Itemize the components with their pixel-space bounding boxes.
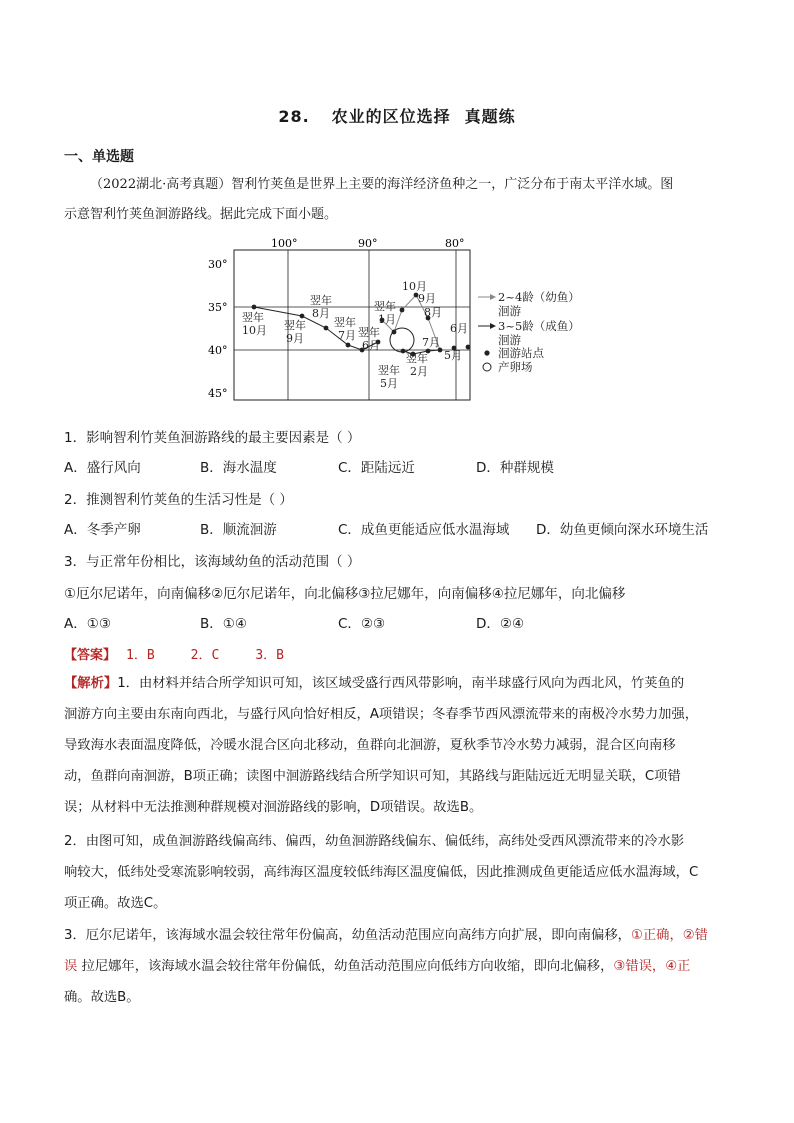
question-2-stem: 2．推测智利竹荚鱼的生活习性是（ ） — [64, 492, 293, 508]
month-label: 翌年 — [374, 300, 396, 313]
lat-label-40: 40° — [208, 344, 228, 357]
analysis-2 — [64, 826, 740, 919]
month-label: 翌年 — [358, 326, 380, 339]
option[interactable]: C．②③ — [338, 616, 386, 632]
month-label: 5月 — [380, 377, 398, 390]
title-main: 农业的区位选择 — [331, 107, 451, 126]
map-legend — [478, 290, 580, 374]
month-label: 翌年 — [310, 294, 332, 307]
month-label: 9月 — [286, 332, 304, 345]
question-3-stem: 3．与正常年份相比，该海域幼鱼的活动范围（ ） — [64, 554, 361, 570]
answer-item: 3．B — [255, 648, 284, 663]
analysis-3 — [64, 920, 740, 1013]
month-label: 10月 — [242, 324, 267, 337]
answer-item: 1．B — [126, 648, 155, 663]
month-label: 2月 — [410, 365, 428, 378]
lon-label-90: 90° — [358, 237, 378, 250]
option[interactable]: C．距陆远近 — [338, 460, 415, 476]
analysis-line: 响较大，低纬处受寒流影响较弱，高纬海区温度较低纬海区温度偏低，因此推测成鱼更能适应低水温海域，C — [64, 865, 699, 880]
option[interactable]: D．幼鱼更倾向深水环境生活 — [536, 522, 709, 538]
question-1-stem: 1．影响智利竹荚鱼洄游路线的最主要因素是（ ） — [64, 430, 361, 446]
option[interactable]: D．②④ — [476, 616, 525, 632]
month-label: 翌年 — [406, 352, 428, 365]
question-1-options — [64, 456, 554, 476]
answer-tag: 【答案】 — [64, 648, 117, 663]
legend-station: 洄游站点 — [498, 346, 544, 360]
legend-spawn: 产卵场 — [498, 360, 533, 374]
migration-map — [206, 236, 596, 408]
section-heading: 一、单选题 — [64, 149, 134, 165]
month-label: 5月 — [444, 349, 462, 362]
option[interactable]: B．海水温度 — [200, 460, 277, 476]
lon-label-80: 80° — [445, 237, 465, 250]
material-line-1: （2022湖北·高考真题）智利竹荚鱼是世界上主要的海洋经济鱼种之一，广泛分布于南太平洋水域。图 — [90, 177, 674, 192]
option[interactable]: A．①③ — [64, 616, 111, 632]
option[interactable]: B．①④ — [200, 616, 247, 632]
month-label: 9月 — [418, 292, 436, 305]
analysis-line: 动，鱼群向南洄游，B项正确；读图中洄游路线结合所学知识可知，其路线与距陆远近无明显关联，C项错 — [64, 769, 681, 784]
option[interactable]: A．冬季产卵 — [64, 522, 141, 538]
option[interactable]: D．种群规模 — [476, 460, 554, 476]
page-title — [0, 104, 794, 127]
month-label: 翌年 — [242, 311, 264, 324]
legend-juvenile-2: 洄游 — [498, 304, 521, 318]
title-number: 28. — [278, 107, 310, 126]
question-3-statements: ①厄尔尼诺年，向南偏移②厄尔尼诺年，向北偏移③拉尼娜年，向南偏移④拉尼娜年，向北偏移 — [64, 586, 626, 602]
analysis-text: 拉尼娜年，该海域水温会较往常年份偏低，幼鱼活动范围应向低纬方向收缩，即向北偏移， — [77, 959, 614, 974]
answer-item: 2．C — [190, 648, 220, 663]
option[interactable]: A．盛行风向 — [64, 460, 141, 476]
analysis-text: 确。故选B。 — [64, 990, 140, 1005]
analysis-line: 洄游方向主要由东南向西北，与盛行风向恰好相反，A项错误；冬春季节西风漂流带来的南极冷水势力加强， — [64, 707, 699, 722]
legend-adult-2: 洄游 — [498, 333, 521, 347]
month-label: 8月 — [312, 307, 330, 320]
analysis-1 — [64, 668, 740, 823]
material-text — [64, 170, 734, 230]
lat-label-30: 30° — [208, 258, 228, 271]
title-sub: 真题练 — [464, 107, 516, 126]
material-line-2: 示意智利竹荚鱼洄游路线。据此完成下面小题。 — [64, 207, 338, 222]
month-label: 6月 — [450, 322, 468, 335]
month-label: 翌年 — [378, 364, 400, 377]
legend-juvenile: 2~4龄（幼鱼） — [498, 290, 580, 304]
answer-line — [64, 644, 310, 663]
month-label: 10月 — [402, 280, 427, 293]
analysis-line: 项正确。故选C。 — [64, 896, 167, 911]
month-label: 翌年 — [284, 319, 306, 332]
analysis-line: 1．由材料并结合所学知识可知，该区域受盛行西风带影响，南半球盛行风向为西北风，竹荚鱼的 — [117, 676, 685, 691]
option[interactable]: C．成鱼更能适应低水温海域 — [338, 522, 510, 538]
question-3-options — [64, 612, 524, 632]
option[interactable]: B．顺流洄游 — [200, 522, 277, 538]
month-label: 翌年 — [334, 316, 356, 329]
analysis-text-highlight: ①正确，②错 — [630, 928, 708, 943]
month-label: 6月 — [362, 339, 380, 352]
analysis-line: 误；从材料中无法推测种群规模对洄游路线的影响，D项错误。故选B。 — [64, 800, 483, 815]
analysis-line: 2．由图可知，成鱼洄游路线偏高纬、偏西，幼鱼洄游路线偏东、偏低纬，高纬处受西风漂流带来的冷水影 — [64, 834, 685, 849]
analysis-text: 3．厄尔尼诺年，该海域水温会较往常年份偏高，幼鱼活动范围应向高纬方向扩展，即向南偏移， — [64, 928, 631, 943]
analysis-tag: 【解析】 — [64, 676, 118, 691]
analysis-text-highlight: 误 — [64, 959, 78, 974]
legend-adult: 3~5龄（成鱼） — [498, 319, 580, 333]
month-label: 7月 — [422, 336, 440, 349]
analysis-text-highlight: ③错误，④正 — [613, 959, 691, 974]
month-label: 7月 — [338, 329, 356, 342]
lat-label-45: 45° — [208, 387, 228, 400]
lon-label-100: 100° — [271, 237, 298, 250]
lat-label-35: 35° — [208, 301, 228, 314]
question-2-options — [64, 518, 708, 538]
analysis-line: 导致海水表面温度降低，冷暖水混合区向北移动，鱼群向北洄游，夏秋季节冷水势力减弱，混合区向南移 — [64, 738, 676, 753]
month-label: 1月 — [378, 313, 396, 326]
month-label: 8月 — [424, 306, 442, 319]
